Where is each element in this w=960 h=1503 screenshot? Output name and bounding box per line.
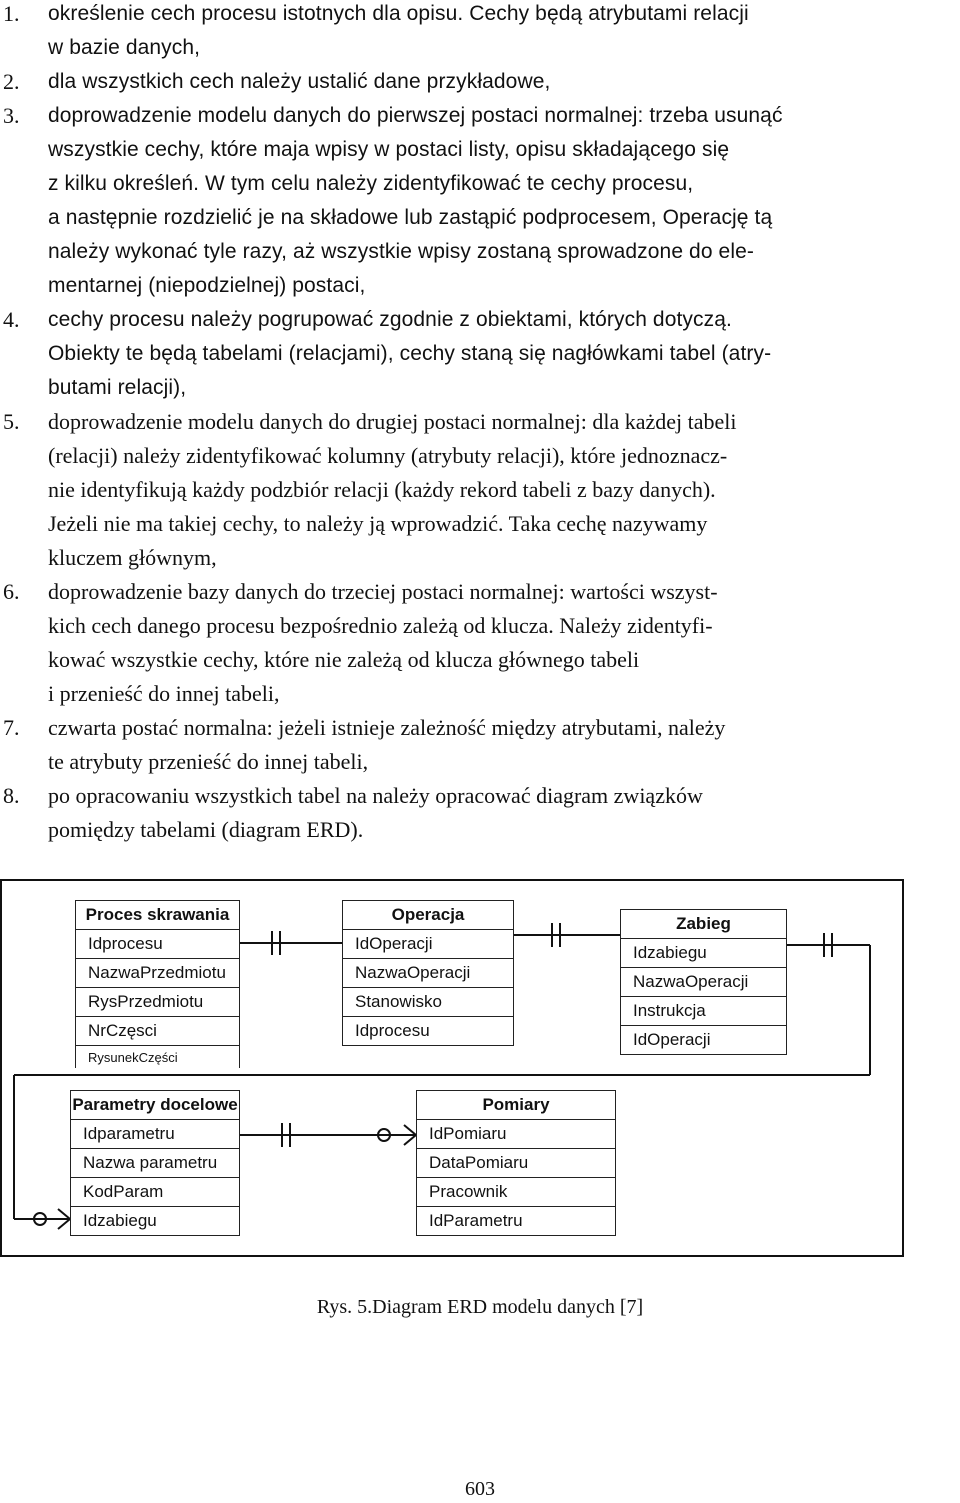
list-line: te atrybuty przenieść do innej tabeli, [48,749,369,774]
entity-zabieg [620,909,787,1055]
entity-field: IdParametru [416,1206,616,1236]
entity-field: Idparametru [70,1119,240,1148]
entity-field: Idzabiegu [620,938,787,967]
entity-operacja [342,900,514,1046]
entity-field: Idzabiegu [70,1206,240,1236]
list-line: w bazie danych, [48,36,201,59]
list-line: kować wszystkie cechy, które nie zależą od klucza głównego tabeli [48,647,640,672]
list-number: 7. [3,715,20,740]
entity-field: Idprocesu [75,929,240,958]
crowfoot-many [404,1135,416,1145]
list-line: dla wszystkich cech należy ustalić dane przykładowe, [48,70,551,93]
entity-title: Operacja [342,900,514,929]
entity-field: NrCzęsci [75,1016,240,1045]
list-line: butami relacji), [48,376,187,399]
list-line: czwarta postać normalna: jeżeli istnieje zależność między atrybutami, należy [48,715,726,740]
entity-field: Pracownik [416,1177,616,1206]
list-line: a następnie rozdzielić je na składowe lub zastąpić podprocesem, Operację tą [48,206,773,229]
list-number: 1. [3,1,20,26]
list-line: doprowadzenie modelu danych do pierwszej postaci normalnej: trzeba usunąć [48,104,783,127]
entity-proces-skrawania [75,900,240,1068]
list-number: 5. [3,409,20,434]
list-number: 3. [3,103,20,128]
entity-field: NazwaPrzedmiotu [75,958,240,987]
list-line: z kilku określeń. W tym celu należy zidentyfikować te cechy procesu, [48,172,694,195]
list-line: nie identyfikują każdy podzbiór relacji (każdy rekord tabeli z bazy danych). [48,477,716,502]
page-number: 603 [465,1478,495,1500]
list-line: pomiędzy tabelami (diagram ERD). [48,817,364,842]
entity-title: Zabieg [620,909,787,938]
list-number: 8. [3,783,20,808]
entity-field: IdOperacji [342,929,514,958]
list-number: 2. [3,69,20,94]
crowfoot-many [58,1209,70,1219]
list-line: doprowadzenie modelu danych do drugiej postaci normalnej: dla każdej tabeli [48,409,737,434]
crowfoot-many [404,1125,416,1135]
list-line: Jeżeli nie ma takiej cechy, to należy ją wprowadzić. Taka cechę nazywamy [48,511,708,536]
entity-field: Stanowisko [342,987,514,1016]
entity-field: NazwaOperacji [620,967,787,996]
entity-field: Idprocesu [342,1016,514,1046]
entity-field: KodParam [70,1177,240,1206]
list-line: kich cech danego procesu bezpośrednio zależą od klucza. Należy zidentyfi- [48,613,713,638]
list-line: i przenieść do innej tabeli, [48,681,280,706]
list-line: mentarnej (niepodzielnej) postaci, [48,274,366,297]
list-line: Obiekty te będą tabelami (relacjami), cechy staną się nagłówkami tabel (atry- [48,342,772,365]
entity-field: IdOperacji [620,1025,787,1055]
entity-field: Nazwa parametru [70,1148,240,1177]
list-line: kluczem głównym, [48,545,217,570]
list-number: 6. [3,579,20,604]
crowfoot-many [58,1219,70,1229]
entity-title: Pomiary [416,1090,616,1119]
list-line: określenie cech procesu istotnych dla opisu. Cechy będą atrybutami relacji [48,2,749,25]
entity-field: DataPomiaru [416,1148,616,1177]
erd-diagram [0,875,912,1261]
list-line: po opracowaniu wszystkich tabel na należy opracować diagram związków [48,783,703,808]
list-line: należy wykonać tyle razy, aż wszystkie wpisy zostaną sprowadzone do ele- [48,240,754,263]
list-line: doprowadzenie bazy danych do trzeciej postaci normalnej: wartości wszyst- [48,579,718,604]
figure-caption: Rys. 5.Diagram ERD modelu danych [7] [316,1296,644,1318]
entity-field: NazwaOperacji [342,958,514,987]
list-line: wszystkie cechy, które maja wpisy w postaci listy, opisu składającego się [48,138,730,161]
list-line: (relacji) należy zidentyfikować kolumny (atrybuty relacji), które jednoznacz- [48,443,728,468]
entity-title: Proces skrawania [75,900,240,929]
list-number: 4. [3,307,20,332]
entity-parametry-docelowe [70,1090,240,1236]
list-line: cechy procesu należy pogrupować zgodnie z obiektami, których dotyczą. [48,308,732,331]
entity-title: Parametry docelowe [70,1090,240,1119]
entity-pomiary [416,1090,616,1236]
entity-field: RysunekCzęści [75,1045,240,1068]
entity-field: IdPomiaru [416,1119,616,1148]
entity-field: RysPrzedmiotu [75,987,240,1016]
entity-field: Instrukcja [620,996,787,1025]
